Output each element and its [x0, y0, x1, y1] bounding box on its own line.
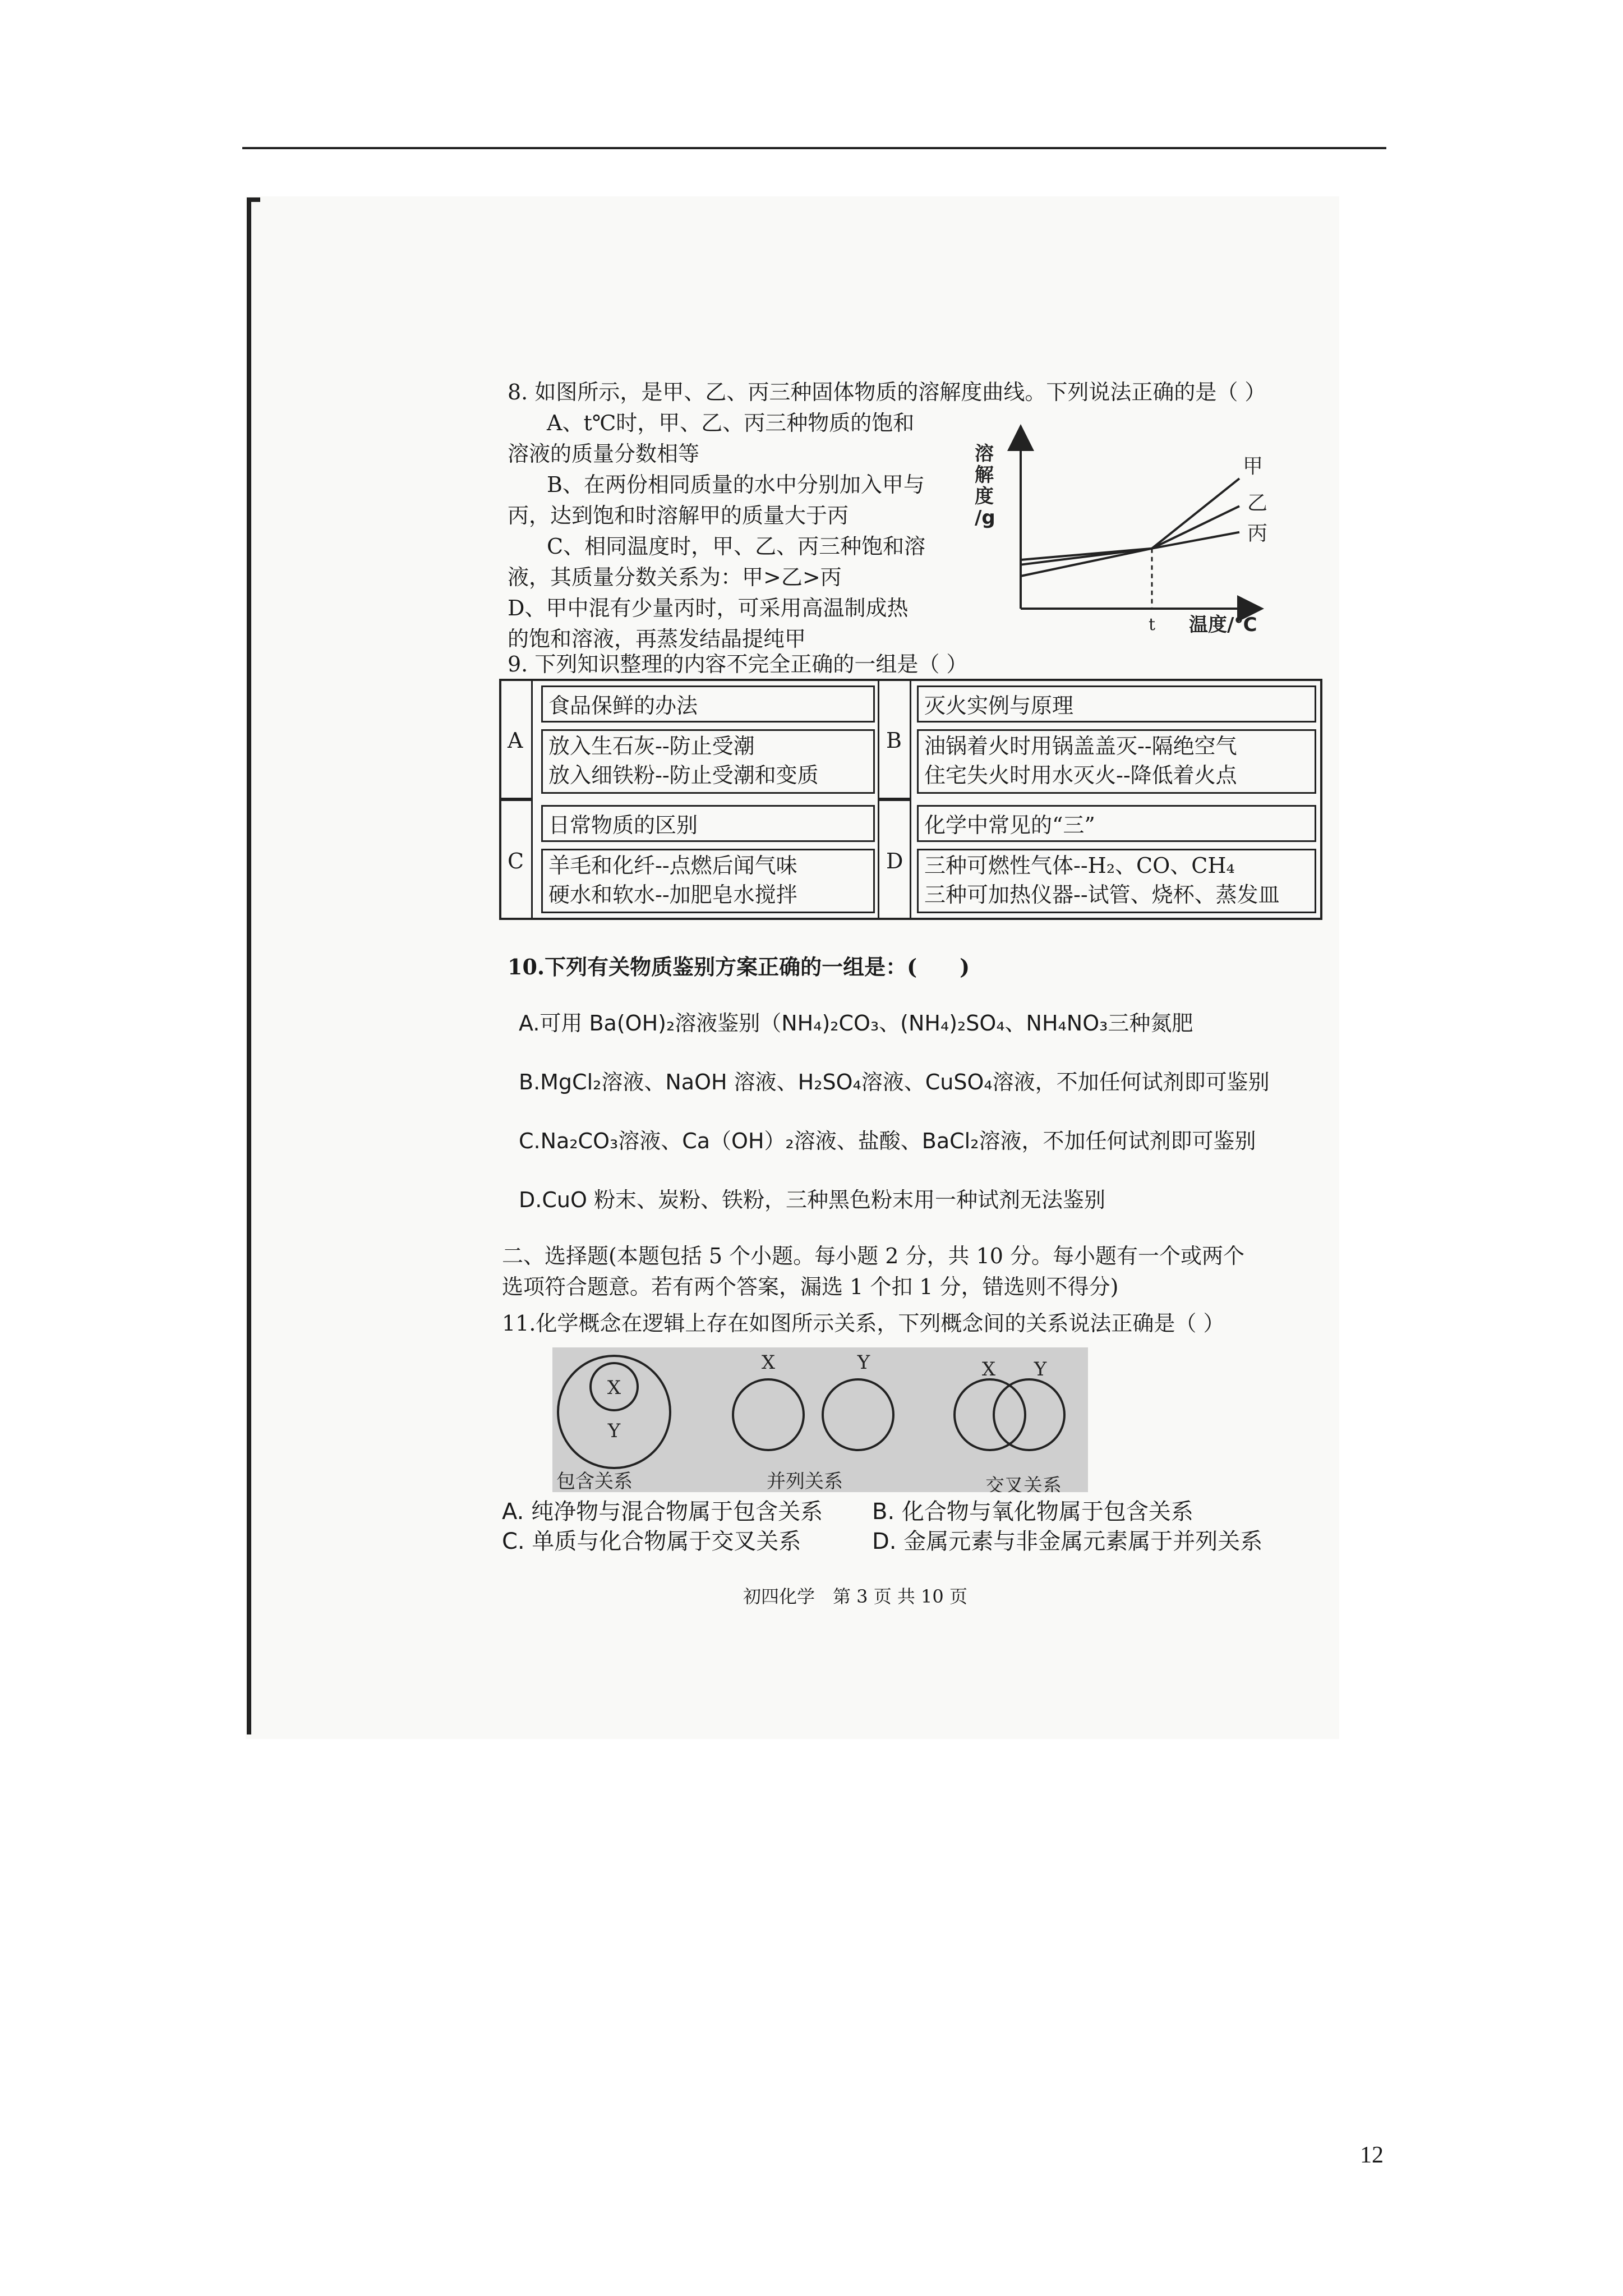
section2-line2: 选项符合题意。若有两个答案，漏选 1 个扣 1 分，错选则不得分)	[502, 1274, 1119, 1299]
solubility-chart	[970, 421, 1301, 639]
q9-letter-b: B	[878, 679, 911, 799]
q8-stem: 8. 如图所示，是甲、乙、丙三种固体物质的溶解度曲线。下列说法正确的是（ ）	[508, 380, 1266, 404]
q9-a-header: 食品保鲜的办法	[541, 685, 875, 723]
q9-stem: 9. 下列知识整理的内容不完全正确的一组是（ ）	[508, 652, 968, 677]
top-rule	[242, 147, 1386, 149]
parallel-circle-y	[823, 1379, 893, 1450]
q11-option-a: A. 纯净物与混合物属于包含关系	[502, 1499, 823, 1525]
q9-a-body: 放入生石灰--防止受潮 放入细铁粉--防止受潮和变质	[541, 729, 875, 794]
q9-d-body: 三种可燃性气体--H₂、CO、CH₄ 三种可加热仪器--试管、烧杯、蒸发皿	[917, 849, 1316, 913]
q8-option-a-line1: A、t℃时，甲、乙、丙三种物质的饱和	[547, 411, 915, 435]
y-axis-label: 溶解度/g	[975, 443, 995, 529]
q10-option-b: B.MgCl₂溶液、NaOH 溶液、H₂SO₄溶液、CuSO₄溶液，不加任何试剂即可鉴别	[519, 1070, 1270, 1094]
q9-b-body: 油锅着火时用锅盖盖灭--隔绝空气 住宅失火时用水灭火--降低着火点	[917, 729, 1316, 794]
q10-option-c: C.Na₂CO₃溶液、Ca（OH）₂溶液、盐酸、BaCl₂溶液，不加任何试剂即可鉴别	[519, 1129, 1256, 1153]
q11-relationship-diagram	[552, 1347, 1088, 1492]
cross-caption: 交叉关系	[985, 1475, 1062, 1492]
venn-svg	[552, 1347, 1088, 1492]
q8-option-c-line1: C、相同温度时，甲、乙、丙三种饱和溶	[547, 534, 926, 559]
q8-option-c-line2: 液，其质量分数关系为：甲>乙>丙	[508, 565, 842, 590]
parallel-x-label: X	[761, 1351, 776, 1374]
series-label-2: 乙	[1247, 491, 1268, 515]
cross-y-label: Y	[1034, 1358, 1047, 1381]
inclusion-x-label: X	[607, 1377, 621, 1399]
scan-corner	[247, 197, 260, 202]
q11-option-b: B. 化合物与氧化物属于包含关系	[872, 1499, 1193, 1525]
q8-option-a-line2: 溶液的质量分数相等	[508, 441, 700, 466]
q11-stem: 11.化学概念在逻辑上存在如图所示关系，下列概念间的关系说法正确是（ ）	[502, 1311, 1225, 1336]
parallel-caption: 并列关系	[767, 1470, 843, 1492]
q9-b-header: 灭火实例与原理	[917, 685, 1316, 723]
cross-circle-x	[955, 1379, 1025, 1450]
q8-option-b-line1: B、在两份相同质量的水中分别加入甲与	[547, 472, 925, 497]
scan-left-edge	[247, 197, 251, 1734]
q9-c-header: 日常物质的区别	[541, 805, 875, 842]
inclusion-caption: 包含关系	[556, 1470, 633, 1492]
q9-c-body: 羊毛和化纤--点燃后闻气味 硬水和软水--加肥皂水搅拌	[541, 849, 875, 913]
q10-option-a: A.可用 Ba(OH)₂溶液鉴别（NH₄)₂CO₃、(NH₄)₂SO₄、NH₄NO₃三种氮肥	[519, 1011, 1193, 1036]
series-label-1: 甲	[1243, 455, 1264, 478]
q9-d-header: 化学中常见的“三”	[917, 805, 1316, 842]
page-footer: 初四化学 第 3 页 共 10 页	[743, 1586, 967, 1607]
series-line-3	[1021, 532, 1239, 560]
parallel-circle-x	[733, 1379, 804, 1450]
q8-option-d-line1: D、甲中混有少量丙时，可采用高温制成热	[508, 596, 909, 620]
series-label-3: 丙	[1247, 522, 1268, 545]
q10-stem: 10.下列有关物质鉴别方案正确的一组是：( )	[508, 954, 970, 979]
x-tick-t: t	[1148, 615, 1156, 634]
parallel-y-label: Y	[857, 1351, 870, 1374]
q11-option-c: C. 单质与化合物属于交叉关系	[502, 1529, 801, 1554]
q9-letter-a: A	[499, 679, 533, 799]
inclusion-y-label: Y	[607, 1420, 621, 1442]
q11-option-d: D. 金属元素与非金属元素属于并列关系	[872, 1529, 1263, 1554]
page-number: 12	[1360, 2142, 1384, 2168]
cross-circle-y	[994, 1379, 1064, 1450]
cross-x-label: X	[981, 1358, 996, 1381]
inclusion-outer-circle	[558, 1356, 670, 1468]
q9-letter-c: C	[499, 799, 533, 920]
q10-option-d: D.CuO 粉末、炭粉、铁粉，三种黑色粉末用一种试剂无法鉴别	[519, 1188, 1105, 1212]
x-axis-label: 温度/℃	[1189, 614, 1257, 636]
q8-option-d-line2: 的饱和溶液，再蒸发结晶提纯甲	[508, 627, 806, 651]
q8-option-b-line2: 丙，达到饱和时溶解甲的质量大于丙	[508, 503, 849, 528]
section2-line1: 二、选择题(本题包括 5 个小题。每小题 2 分，共 10 分。每小题有一个或两个	[502, 1244, 1245, 1268]
q9-letter-d: D	[878, 799, 911, 920]
